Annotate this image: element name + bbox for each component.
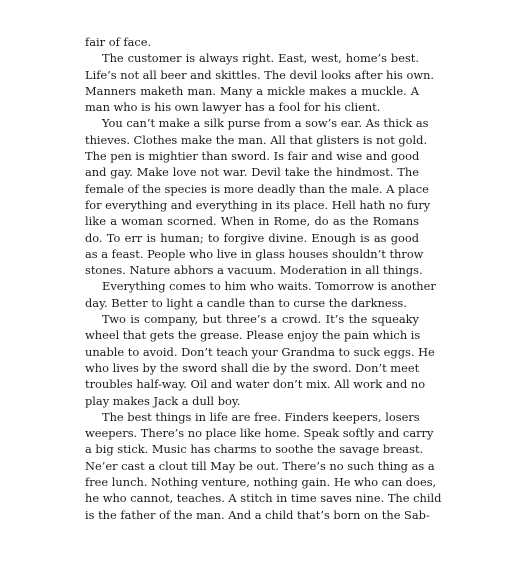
- text-line: free lunch. Nothing venture, nothing gain. He who can does,: [85, 475, 437, 490]
- text-line: The pen is mightier than sword. Is fair and wise and good: [85, 149, 420, 164]
- text-line: fair of face.: [85, 35, 152, 49]
- text-line: The best things in life are free. Finders keepers, losers: [102, 409, 420, 424]
- text-line: as a feast. People who live in glass houses shouldn’t throw: [85, 246, 424, 261]
- text-line: Life’s not all beer and skittles. The devil looks after his own.: [85, 67, 435, 82]
- document-page: [85, 34, 442, 523]
- text-line: he who cannot, teaches. A stitch in time saves nine. The child: [85, 491, 442, 506]
- text-line: stones. Nature abhors a vacuum. Moderation in all things.: [85, 263, 423, 278]
- text-line: play makes Jack a dull boy.: [85, 393, 241, 408]
- text-line: The customer is always right. East, west, home’s best.: [102, 51, 419, 66]
- text-line: Two is company, but three’s a crowd. It’s the squeaky: [102, 312, 419, 327]
- text-line: Ne’er cast a clout till May be out. There’s no such thing as a: [85, 458, 435, 473]
- text-line: who lives by the sword shall die by the sword. Don’t meet: [85, 360, 420, 375]
- text-line: man who is his own lawyer has a fool for his client.: [85, 100, 381, 115]
- text-line: a big stick. Music has charms to soothe the savage breast.: [85, 442, 424, 457]
- text-line: unable to avoid. Don’t teach your Grandma to suck eggs. He: [85, 344, 435, 359]
- text-line: female of the species is more deadly than the male. A place: [85, 181, 429, 196]
- text-line: Manners maketh man. Many a mickle makes a muckle. A: [85, 83, 419, 98]
- text-line: You can’t make a silk purse from a sow’s ear. As thick as: [102, 116, 429, 131]
- text-line: troubles half-way. Oil and water don’t mix. All work and no: [85, 377, 426, 392]
- text-line: day. Better to light a candle than to curse the darkness.: [85, 295, 407, 310]
- text-line: thieves. Clothes make the man. All that glisters is not gold.: [85, 132, 428, 147]
- text-line: wheel that gets the grease. Please enjoy the pain which is: [85, 328, 421, 343]
- text-line: for everything and everything in its place. Hell hath no fury: [85, 197, 431, 212]
- text-line: do. To err is human; to forgive divine. Enough is as good: [85, 230, 419, 245]
- text-line: weepers. There’s no place like home. Speak softly and carry: [85, 426, 434, 441]
- text-line: and gay. Make love not war. Devil take the hindmost. The: [85, 165, 419, 180]
- text-line: like a woman scorned. When in Rome, do as the Romans: [85, 214, 419, 229]
- text-line: Everything comes to him who waits. Tomorrow is another: [102, 279, 436, 294]
- text-line: is the father of the man. And a child that’s born on the Sab-: [85, 507, 430, 522]
